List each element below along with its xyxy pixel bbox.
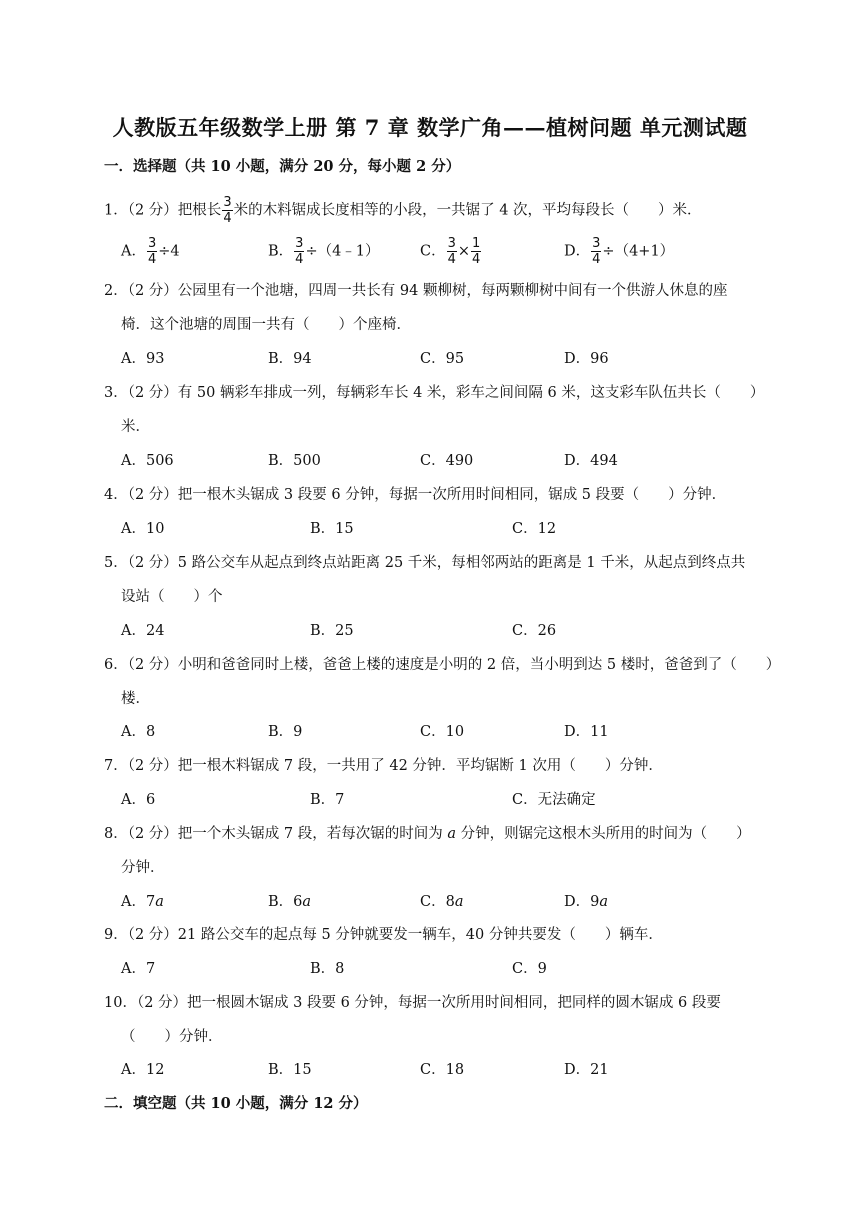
- question-8: 8．（2 分）把一个木头锯成 7 段，若每次锯的时间为 a 分钟，则锯完这根木头所用的时间为（ ）: [104, 826, 751, 842]
- q1-prefix: 1．（2 分）把根长: [104, 202, 222, 219]
- fraction: $\frac{3}{4}$: [147, 236, 157, 267]
- q7-option-b[interactable]: B．7: [310, 792, 345, 808]
- q2-option-a[interactable]: A．93: [121, 351, 165, 367]
- q1-option-b[interactable]: B． $\frac{3}{4}$ ÷（4﹣1）: [268, 236, 380, 267]
- fraction: $\frac{3}{4}$: [447, 236, 456, 267]
- q1-option-d[interactable]: D． $\frac{3}{4}$ ÷（4+1）: [564, 236, 675, 267]
- q6-option-b[interactable]: B．9: [268, 724, 303, 740]
- q10-option-a[interactable]: A．12: [121, 1062, 165, 1078]
- q3-option-b[interactable]: B．500: [268, 453, 321, 469]
- variable-a: a: [447, 826, 457, 842]
- q6-option-c[interactable]: C．10: [420, 724, 465, 740]
- q6-option-a[interactable]: A．8: [121, 724, 156, 740]
- q9-option-c[interactable]: C．9: [512, 961, 547, 977]
- question-7: 7．（2 分）把一根木料锯成 7 段，一共用了 42 分钟．平均锯断 1 次用（ ）分钟．: [104, 758, 663, 774]
- question-2: 2．（2 分）公园里有一个池塘，四周一共长有 94 颗柳树，每两颗柳树中间有一个供游人休息的座: [104, 283, 728, 299]
- fraction: $\frac{3}{4}$: [295, 236, 304, 267]
- q3-option-d[interactable]: D．494: [564, 453, 618, 469]
- q10-option-b[interactable]: B．15: [268, 1062, 312, 1078]
- q7-option-a[interactable]: A．6: [121, 792, 156, 808]
- question-2-cont: 椅．这个池塘的周围一共有（ ）个座椅．: [121, 317, 411, 333]
- q3-option-a[interactable]: A．506: [121, 453, 174, 469]
- question-10-cont: （ ）分钟．: [121, 1029, 223, 1045]
- fraction: $\frac{1}{4}$: [472, 236, 481, 267]
- q4-option-a[interactable]: A．10: [121, 521, 165, 537]
- q5-option-a[interactable]: A．24: [121, 623, 165, 639]
- q1-option-a[interactable]: A． $\frac{3}{4}$ ÷4: [121, 236, 180, 267]
- q3-option-c[interactable]: C．490: [420, 453, 474, 469]
- question-6-cont: 楼．: [121, 691, 150, 707]
- section-heading-choice: 一．选择题（共 10 小题，满分 20 分，每小题 2 分）: [104, 158, 461, 175]
- question-10: 10．（2 分）把一根圆木锯成 3 段要 6 分钟，每据一次所用时间相同，把同样的圆木锯成 6 段要: [104, 995, 721, 1011]
- q5-option-c[interactable]: C．26: [512, 623, 557, 639]
- q10-option-c[interactable]: C．18: [420, 1062, 465, 1078]
- page-title: 人教版五年级数学上册 第 7 章 数学广角——植树问题 单元测试题: [112, 115, 748, 140]
- q9-option-b[interactable]: B．8: [310, 961, 345, 977]
- q8-option-a[interactable]: A．7a: [121, 894, 164, 910]
- question-6: 6．（2 分）小明和爸爸同时上楼，爸爸上楼的速度是小明的 2 倍，当小明到达 5 楼时，爸爸到了（ ）: [104, 657, 781, 673]
- q9-option-a[interactable]: A．7: [121, 961, 156, 977]
- question-1: [104, 195, 702, 226]
- q5-option-b[interactable]: B．25: [310, 623, 354, 639]
- q8-option-b[interactable]: B．6a: [268, 894, 312, 910]
- q10-option-d[interactable]: D．21: [564, 1062, 609, 1078]
- question-5: 5．（2 分）5 路公交车从起点到终点站距离 25 千米，每相邻两站的距离是 1 千米，从起点到终点共: [104, 555, 746, 571]
- q2-option-c[interactable]: C．95: [420, 351, 465, 367]
- section-heading-fill: 二．填空题（共 10 小题，满分 12 分）: [104, 1095, 368, 1112]
- question-9: 9．（2 分）21 路公交车的起点每 5 分钟就要发一辆车，40 分钟共要发（ ）辆车．: [104, 927, 663, 943]
- question-3: 3．（2 分）有 50 辆彩车排成一列，每辆彩车长 4 米，彩车之间间隔 6 米，这支彩车队伍共长（ ）: [104, 385, 765, 401]
- q8-option-d[interactable]: D．9a: [564, 894, 609, 910]
- q2-option-d[interactable]: D．96: [564, 351, 609, 367]
- fraction: $\frac{3}{4}$: [223, 195, 232, 226]
- question-3-cont: 米．: [121, 419, 150, 435]
- q7-option-c[interactable]: C．无法确定: [512, 792, 596, 808]
- q1-option-c[interactable]: C． $\frac{3}{4}$ × $\frac{1}{4}$: [420, 236, 481, 267]
- q6-option-d[interactable]: D．11: [564, 724, 609, 740]
- q4-option-c[interactable]: C．12: [512, 521, 557, 537]
- question-5-cont: 设站（ ）个: [121, 589, 223, 605]
- fraction: $\frac{3}{4}$: [592, 236, 601, 267]
- q1-suffix: 米的木料锯成长度相等的小段，一共锯了 4 次，平均每段长（ ）米．: [233, 202, 702, 219]
- question-4: 4．（2 分）把一根木头锯成 3 段要 6 分钟，每据一次所用时间相同，锯成 5 段要（ ）分钟．: [104, 487, 727, 503]
- q8-option-c[interactable]: C．8a: [420, 894, 464, 910]
- question-8-cont: 分钟．: [121, 860, 165, 876]
- q4-option-b[interactable]: B．15: [310, 521, 354, 537]
- q2-option-b[interactable]: B．94: [268, 351, 312, 367]
